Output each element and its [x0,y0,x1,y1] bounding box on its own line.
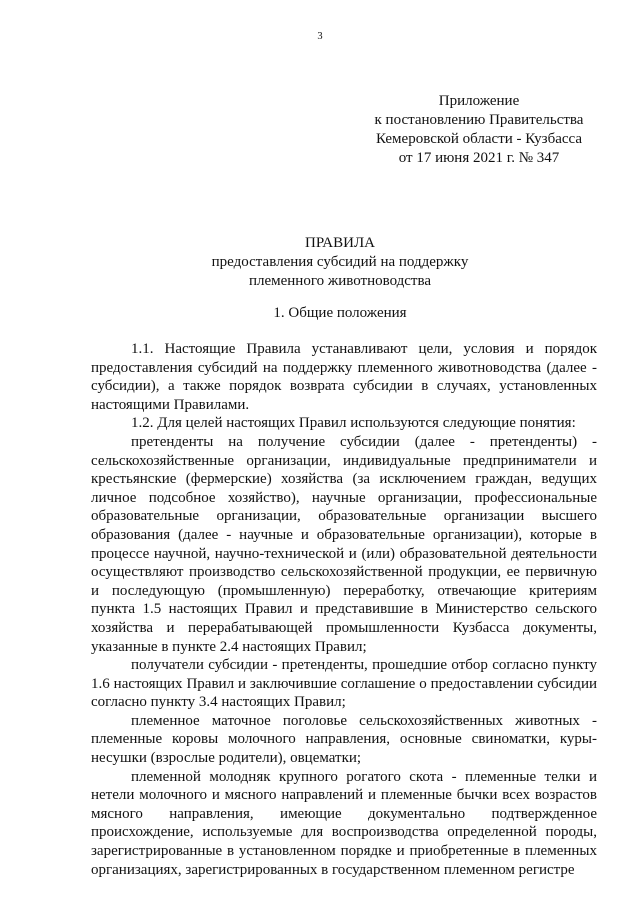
paragraph: племенное маточное поголовье сельскохозяйственных животных - племенные коровы молочного направления, основные свиноматки, куры-несушки (взрослые родители), овцематки; [91,712,597,767]
appendix-line: Приложение [438,93,520,109]
paragraph: племенной молодняк крупного рогатого скота - племенные телки и нетели молочного и мясного направлений и племенные бычки всех возрастов мясного направления, имеющие документально подтвержденное происхождение, используемые для воспроизводства определенной породы, зарегистрированные в установленном порядке и приобретенные в племенных организациях, зарегистрированных в государственном племенном регистре [91,768,597,878]
page-number: 3 [317,31,323,42]
body-text [91,340,597,879]
appendix-block [364,92,594,168]
paragraph: претенденты на получение субсидии (далее - претенденты) - сельскохозяйственные организации, индивидуальные предприниматели и крестьянские (фермерские) хозяйства (за исключением граждан, ведущих личное подсобное хозяйство), научные организации, профессиональные образовательные организации, образовательные организации высшего образования (далее - научные и образовательные организации), которые в процессе научной, научно-технической и (или) образовательной деятельности осуществляют производство сельскохозяйственной продукции, ее первичную и последующую (промышленную) переработку, отвечающие критериям пункта 1.5 настоящих Правил и представившие в Министерство сельского хозяйства и перерабатывающей промышленности Кузбасса документы, указанные в пункте 2.4 настоящих Правил; [91,433,597,655]
document-subtitle: племенного животноводства [248,273,432,289]
paragraph: получатели субсидии - претенденты, прошедшие отбор согласно пункту 1.6 настоящих Правил и заключившие соглашение о предоставлении субсидии согласно пункту 3.4 настоящих Правил; [91,657,597,711]
document-subtitle: предоставления субсидий на поддержку [211,254,469,270]
paragraph: 1.2. Для целей настоящих Правил используются следующие понятия: [131,415,576,432]
paragraph: 1.1. Настоящие Правила устанавливают цели, условия и порядок предоставления субсидий на поддержку племенного животноводства (далее - субсидии), а также порядок возврата субсидии в случаях, установленных настоящими Правилами. [91,341,597,413]
section-title: 1. Общие положения [273,305,407,321]
document-title: ПРАВИЛА [305,235,375,251]
appendix-line: от 17 июня 2021 г. № 347 [398,150,560,166]
appendix-line: Кемеровской области - Кузбасса [375,131,583,147]
appendix-line: к постановлению Правительства [374,112,584,128]
document-heading [0,234,640,291]
